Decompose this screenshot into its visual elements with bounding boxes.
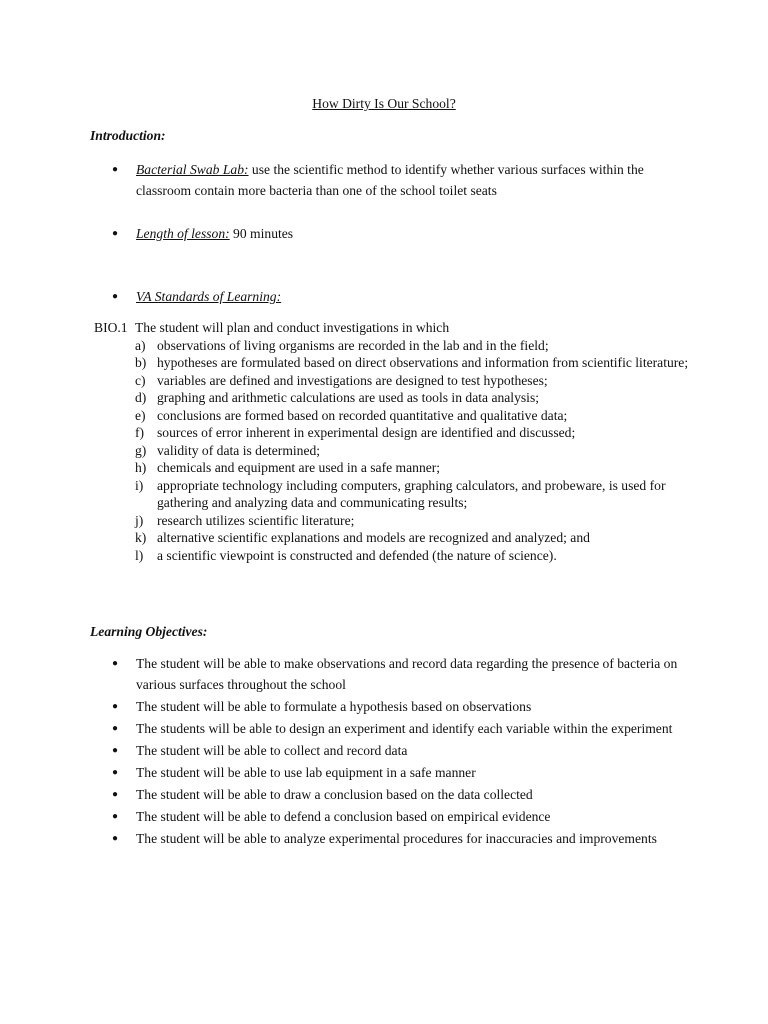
bullet-icon: ● [112,164,119,175]
objective-text: The student will be able to defend a conclusion based on empirical evidence [136,809,551,824]
standard-item-text: sources of error inherent in experimental design are identified and discussed; [157,425,576,440]
objective-item [112,806,682,827]
objective-item [112,696,682,717]
standard-item-letter: e) [135,407,146,423]
standard-item-text: hypotheses are formulated based on direct observations and information from scientific literature; [157,355,689,370]
page-title: How Dirty Is Our School? [312,96,456,111]
objective-text: The student will be able to draw a conclusion based on the data collected [136,787,533,802]
bullet-icon: ● [112,701,119,712]
bullet-icon: ● [112,745,119,756]
standard-item-text: variables are defined and investigations are designed to test hypotheses; [157,372,548,388]
swab-lab-text: use the scientific method to identify whether various surfaces within the classroom contain more bacteria than one of the school toilet seats [136,162,644,198]
bullet-icon: ● [112,658,119,669]
standard-item [135,372,694,390]
standard-item [135,407,694,425]
standard-item-letter: l) [135,547,144,563]
standard-item-text: conclusions are formed based on recorded quantitative and qualitative data; [157,407,568,423]
objective-item [112,653,682,695]
bullet-icon: ● [112,789,119,800]
objective-item [112,784,682,805]
standard-intro: The student will plan and conduct investigations in which [135,320,450,335]
standard-item [135,354,694,372]
standards-label: VA Standards of Learning: [136,289,282,304]
objective-text: The student will be able to use lab equipment in a safe manner [136,765,476,780]
standard-item-text: observations of living organisms are recorded in the lab and in the field; [157,337,549,353]
standard-item-text: a scientific viewpoint is constructed and defended (the nature of science). [157,547,557,563]
objective-text: The students will be able to design an experiment and identify each variable within the experiment [136,721,673,736]
intro-bullet-standards [112,286,682,307]
bullet-icon: ● [112,723,119,734]
standard-item-text: validity of data is determined; [157,442,321,458]
objective-item [112,718,682,739]
standard-item-letter: g) [135,442,147,458]
standard-item-letter: i) [135,477,144,493]
standard-item-text: chemicals and equipment are used in a safe manner; [157,460,441,475]
standard-item-letter: a) [135,337,146,353]
intro-bullet-length [112,223,682,244]
standard-item-text: appropriate technology including computers, graphing calculators, and probeware, is used for gathering and analyzing data and communicating results; [157,477,666,510]
standard-item [135,529,694,547]
objective-item [112,740,682,761]
objective-text: The student will be able to analyze experimental procedures for inaccuracies and improvements [136,831,657,846]
objective-text: The student will be able to collect and record data [136,743,408,758]
standard-item [135,459,694,477]
intro-bullet-swab [112,159,682,201]
standard-item-text: research utilizes scientific literature; [157,512,355,528]
standard-item [135,337,694,355]
standard-item-letter: b) [135,355,147,370]
objective-text: The student will be able to make observations and record data regarding the presence of bacteria on various surfaces throughout the school [136,656,678,692]
bullet-icon: ● [112,228,119,239]
standard-code: BIO.1 [94,320,128,335]
bullet-icon: ● [112,811,119,822]
bullet-icon: ● [112,767,119,778]
objective-text: The student will be able to formulate a hypothesis based on observations [136,699,532,714]
standard-item [135,547,694,565]
lesson-length-text: 90 minutes [229,226,294,241]
standard-item-text: graphing and arithmetic calculations are used as tools in data analysis; [157,390,540,405]
objectives-list [112,653,682,850]
standard-item-letter: d) [135,390,147,405]
standard-item-letter: j) [135,512,144,528]
standard-list [135,337,694,565]
standard-item [135,389,694,407]
standard-item-letter: h) [135,460,147,475]
standard-item-letter: k) [135,530,147,545]
standard-item-letter: f) [135,425,145,440]
standard-item-letter: c) [135,372,146,388]
objective-item [112,762,682,783]
standard-bio1 [94,319,694,564]
bullet-icon: ● [112,833,119,844]
lesson-length-label: Length of lesson: [136,226,230,241]
standard-item [135,424,694,442]
learning-objectives-heading: Learning Objectives: [90,624,208,639]
standard-item [135,477,694,512]
swab-lab-label: Bacterial Swab Lab: [136,162,249,177]
standard-item [135,512,694,530]
objective-item [112,828,682,849]
standard-item-text: alternative scientific explanations and models are recognized and analyzed; and [157,530,590,545]
standard-item [135,442,694,460]
bullet-icon: ● [112,291,119,302]
introduction-heading: Introduction: [90,128,166,143]
